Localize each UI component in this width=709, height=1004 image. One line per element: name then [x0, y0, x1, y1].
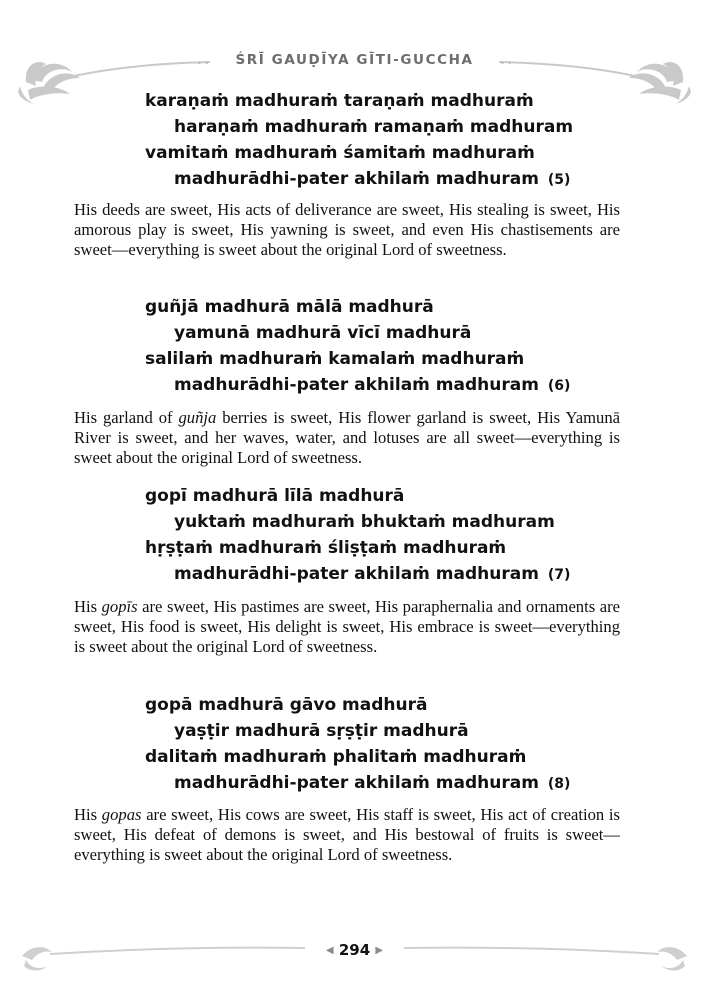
translation-5: His deeds are sweet, His acts of deliverance are sweet, His stealing is sweet, His amorous play is sweet, His yawning is sweet, and even His chastisements are sweet—everything is sweet about the original Lord of sweetness.	[74, 200, 620, 259]
translation-text: His garland of	[74, 408, 179, 427]
verse-number: (6)	[547, 378, 571, 394]
page-number-block	[0, 941, 709, 959]
page-number: 294	[338, 941, 371, 959]
verse-line: guñjā madhurā mālā madhurā	[145, 297, 434, 317]
translation-text: are sweet, His pastimes are sweet, His paraphernalia and ornaments are sweet, His food is sweet, His delight is sweet, His embrace is sweet—everything is sweet about the original Lord of sweetness.	[74, 597, 620, 656]
refrain-text: madhurādhi-pater akhilaṁ madhuram	[174, 375, 539, 395]
verse-7	[145, 483, 570, 587]
verse-line-refrain	[145, 561, 570, 587]
refrain-text: madhurādhi-pater akhilaṁ madhuram	[174, 564, 539, 584]
verse-line-refrain	[145, 166, 573, 192]
left-lotus-icon	[18, 62, 80, 104]
verse-line-refrain	[145, 372, 570, 398]
verse-8	[145, 692, 570, 796]
left-arrow-icon: ◀	[325, 945, 334, 956]
translation-6	[74, 408, 620, 468]
page-footer	[0, 930, 709, 980]
translation-italic: gopīs	[101, 597, 138, 616]
verse-number: (5)	[547, 172, 571, 188]
verse-number: (7)	[547, 567, 571, 583]
translation-text: berries is sweet, His flower garland is sweet, His Yamunā River is sweet, and her waves, water, and lotuses are all sweet—everything is sweet about the original Lord of sweetness.	[74, 408, 621, 467]
svg-text:• •: • •	[197, 59, 209, 68]
verse-line: yamunā madhurā vīcī madhurā	[174, 323, 472, 343]
right-arrow-icon: ▶	[375, 945, 384, 956]
verse-6	[145, 294, 570, 398]
svg-text:• •: • •	[500, 59, 512, 68]
verse-5	[145, 88, 573, 192]
verse-line: dalitaṁ madhuraṁ phalitaṁ madhuraṁ	[145, 747, 527, 767]
verse-line: hṛṣṭaṁ madhuraṁ śliṣṭaṁ madhuraṁ	[145, 538, 507, 558]
translation-text: His	[74, 597, 102, 616]
translation-italic: gopas	[101, 805, 142, 824]
verse-line: salilaṁ madhuraṁ kamalaṁ madhuraṁ	[145, 349, 525, 369]
verse-line: gopī madhurā līlā madhurā	[145, 486, 405, 506]
translation-italic: guñja	[178, 408, 217, 427]
running-title: ŚRĪ GAUḌĪYA GĪTI-GUCCHA	[235, 52, 474, 68]
verse-number: (8)	[547, 776, 571, 792]
translation-7	[74, 597, 620, 657]
translation-text: His	[74, 805, 102, 824]
verse-line: vamitaṁ madhuraṁ śamitaṁ madhuraṁ	[145, 143, 535, 163]
translation-8	[74, 805, 620, 865]
verse-line: karaṇaṁ madhuraṁ taraṇaṁ madhuraṁ	[145, 91, 534, 111]
verse-line: yaṣṭir madhurā sṛṣṭir madhurā	[174, 721, 469, 741]
verse-line-refrain	[145, 770, 570, 796]
verse-line: yuktaṁ madhuraṁ bhuktaṁ madhuram	[174, 512, 555, 532]
verse-line: gopā madhurā gāvo madhurā	[145, 695, 428, 715]
refrain-text: madhurādhi-pater akhilaṁ madhuram	[174, 169, 539, 189]
refrain-text: madhurādhi-pater akhilaṁ madhuram	[174, 773, 539, 793]
verse-line: haraṇaṁ madhuraṁ ramaṇaṁ madhuram	[174, 117, 574, 137]
translation-text: are sweet, His cows are sweet, His staff is sweet, His act of creation is sweet, His defeat of demons is sweet, and His bestowal of fruits is sweet—everything is sweet about the original Lord of sweetness.	[74, 805, 620, 864]
